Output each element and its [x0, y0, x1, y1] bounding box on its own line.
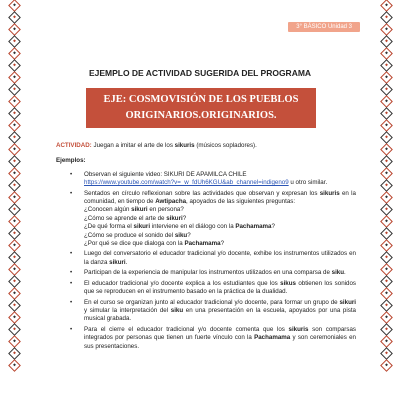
text-bold: sikuri	[133, 223, 151, 231]
text: .	[344, 269, 346, 277]
text-bold: Pachamama	[254, 334, 291, 342]
text-bold: sikuri	[109, 258, 126, 266]
activity-text-end: (músicos sopladores).	[194, 142, 257, 149]
text-bold: Pachamama	[184, 240, 221, 248]
grade-unit-tag: 3° BÁSICO Unidad 3	[288, 22, 360, 32]
video-intro: Observan el siguiente video: SIKURI DE APAMILCA CHILE	[84, 170, 247, 178]
list-item	[84, 250, 356, 267]
list-item	[84, 299, 356, 324]
text: En el curso se organizan junto al educador tradicional y/o docente, para formar un grupo de	[84, 298, 340, 306]
activity-content	[56, 142, 356, 353]
activity-text: Juegan a imitar el arte de los	[91, 142, 175, 149]
activity-bold: sikuris	[174, 142, 195, 149]
text: son comparsas integrados por personas que tienen un fuerte vínculo con la	[84, 325, 356, 342]
text-bold: sikuris	[288, 325, 309, 333]
border-motif	[380, 359, 393, 372]
axis-banner-text: EJE: COSMOVISIÓN DE LOS PUEBLOS ORIGINARIOS.ORIGINARIOS.	[103, 94, 299, 121]
activity-line	[56, 142, 356, 150]
video-link[interactable]: https://www.youtube.com/watch?v=_w_fdUh6KGU&ab_channel=indigeno9	[84, 179, 289, 187]
text: El educador tradicional y/o docente explica a los estudiantes que los	[84, 279, 281, 287]
text-bold: sikus	[280, 279, 296, 287]
list-item	[84, 190, 356, 249]
text: .	[125, 258, 128, 266]
question: ¿Conocen algún	[84, 206, 132, 214]
text: obtienen los sonidos que se reproducen en el instrumento basado en la práctica de la dualidad.	[84, 279, 356, 296]
page-title: EJEMPLO DE ACTIVIDAD SUGERIDA DEL PROGRAMA	[88, 68, 312, 78]
examples-label: Ejemplos:	[56, 157, 86, 165]
text: y son ceremoniales en sus presentaciones.	[84, 334, 356, 350]
question: en persona?	[147, 206, 184, 214]
list-item	[84, 326, 356, 351]
question: ?	[187, 231, 191, 239]
axis-banner	[86, 88, 316, 128]
question: ?	[271, 223, 275, 231]
text-bold: siku	[170, 306, 184, 314]
text: Participan de la experiencia de manipular los instrumentos utilizados en una comparsa de	[84, 269, 332, 277]
text: en la comunidad, en tiempo de	[84, 189, 356, 206]
question: ?	[182, 214, 187, 222]
text-bold: siku	[331, 269, 345, 277]
text: Luego del conversatorio el educador tradicional y/o docente, exhibe los instrumentos utilizados en la danza	[84, 250, 356, 266]
left-decorative-border	[8, 0, 20, 400]
text-bold: sikuri	[131, 206, 148, 214]
text: Sentados en círculo reflexionan sobre las actividades que observan y expresan los	[84, 189, 320, 197]
examples-list	[56, 171, 356, 351]
question: ?	[220, 240, 225, 248]
text-bold: siku	[174, 231, 188, 239]
text-bold: sikuris	[319, 189, 340, 197]
text: Para el cierre el educador tradicional y/o docente comenta que los	[84, 325, 289, 333]
text-bold: sikuri	[339, 298, 356, 306]
text: y simular la interpretación del	[84, 306, 171, 314]
list-item	[84, 269, 356, 277]
video-tail: u otro similar.	[288, 179, 328, 187]
text-bold: Pachamama	[235, 223, 272, 231]
text-bold: sikuri	[166, 214, 183, 222]
right-decorative-border	[380, 0, 392, 400]
text-bold: Awtipacha	[155, 198, 187, 206]
question: interviene en el diálogo con la	[150, 223, 236, 231]
text: , apoyados de las siguientes preguntas:	[186, 198, 296, 206]
question: ¿De qué forma el	[84, 223, 134, 231]
activity-label: ACTIVIDAD:	[56, 142, 92, 149]
list-item	[84, 280, 356, 297]
question: ¿Cómo se produce el sonido del	[84, 231, 175, 239]
text: en una presentación en la escuela, apoyados por una pista musical grabada.	[84, 306, 356, 323]
border-motif	[8, 359, 21, 372]
question: ¿Por qué se dice que dialoga con la	[84, 240, 185, 248]
list-item	[84, 171, 356, 188]
question: ¿Cómo se aprende el arte de	[84, 214, 167, 222]
